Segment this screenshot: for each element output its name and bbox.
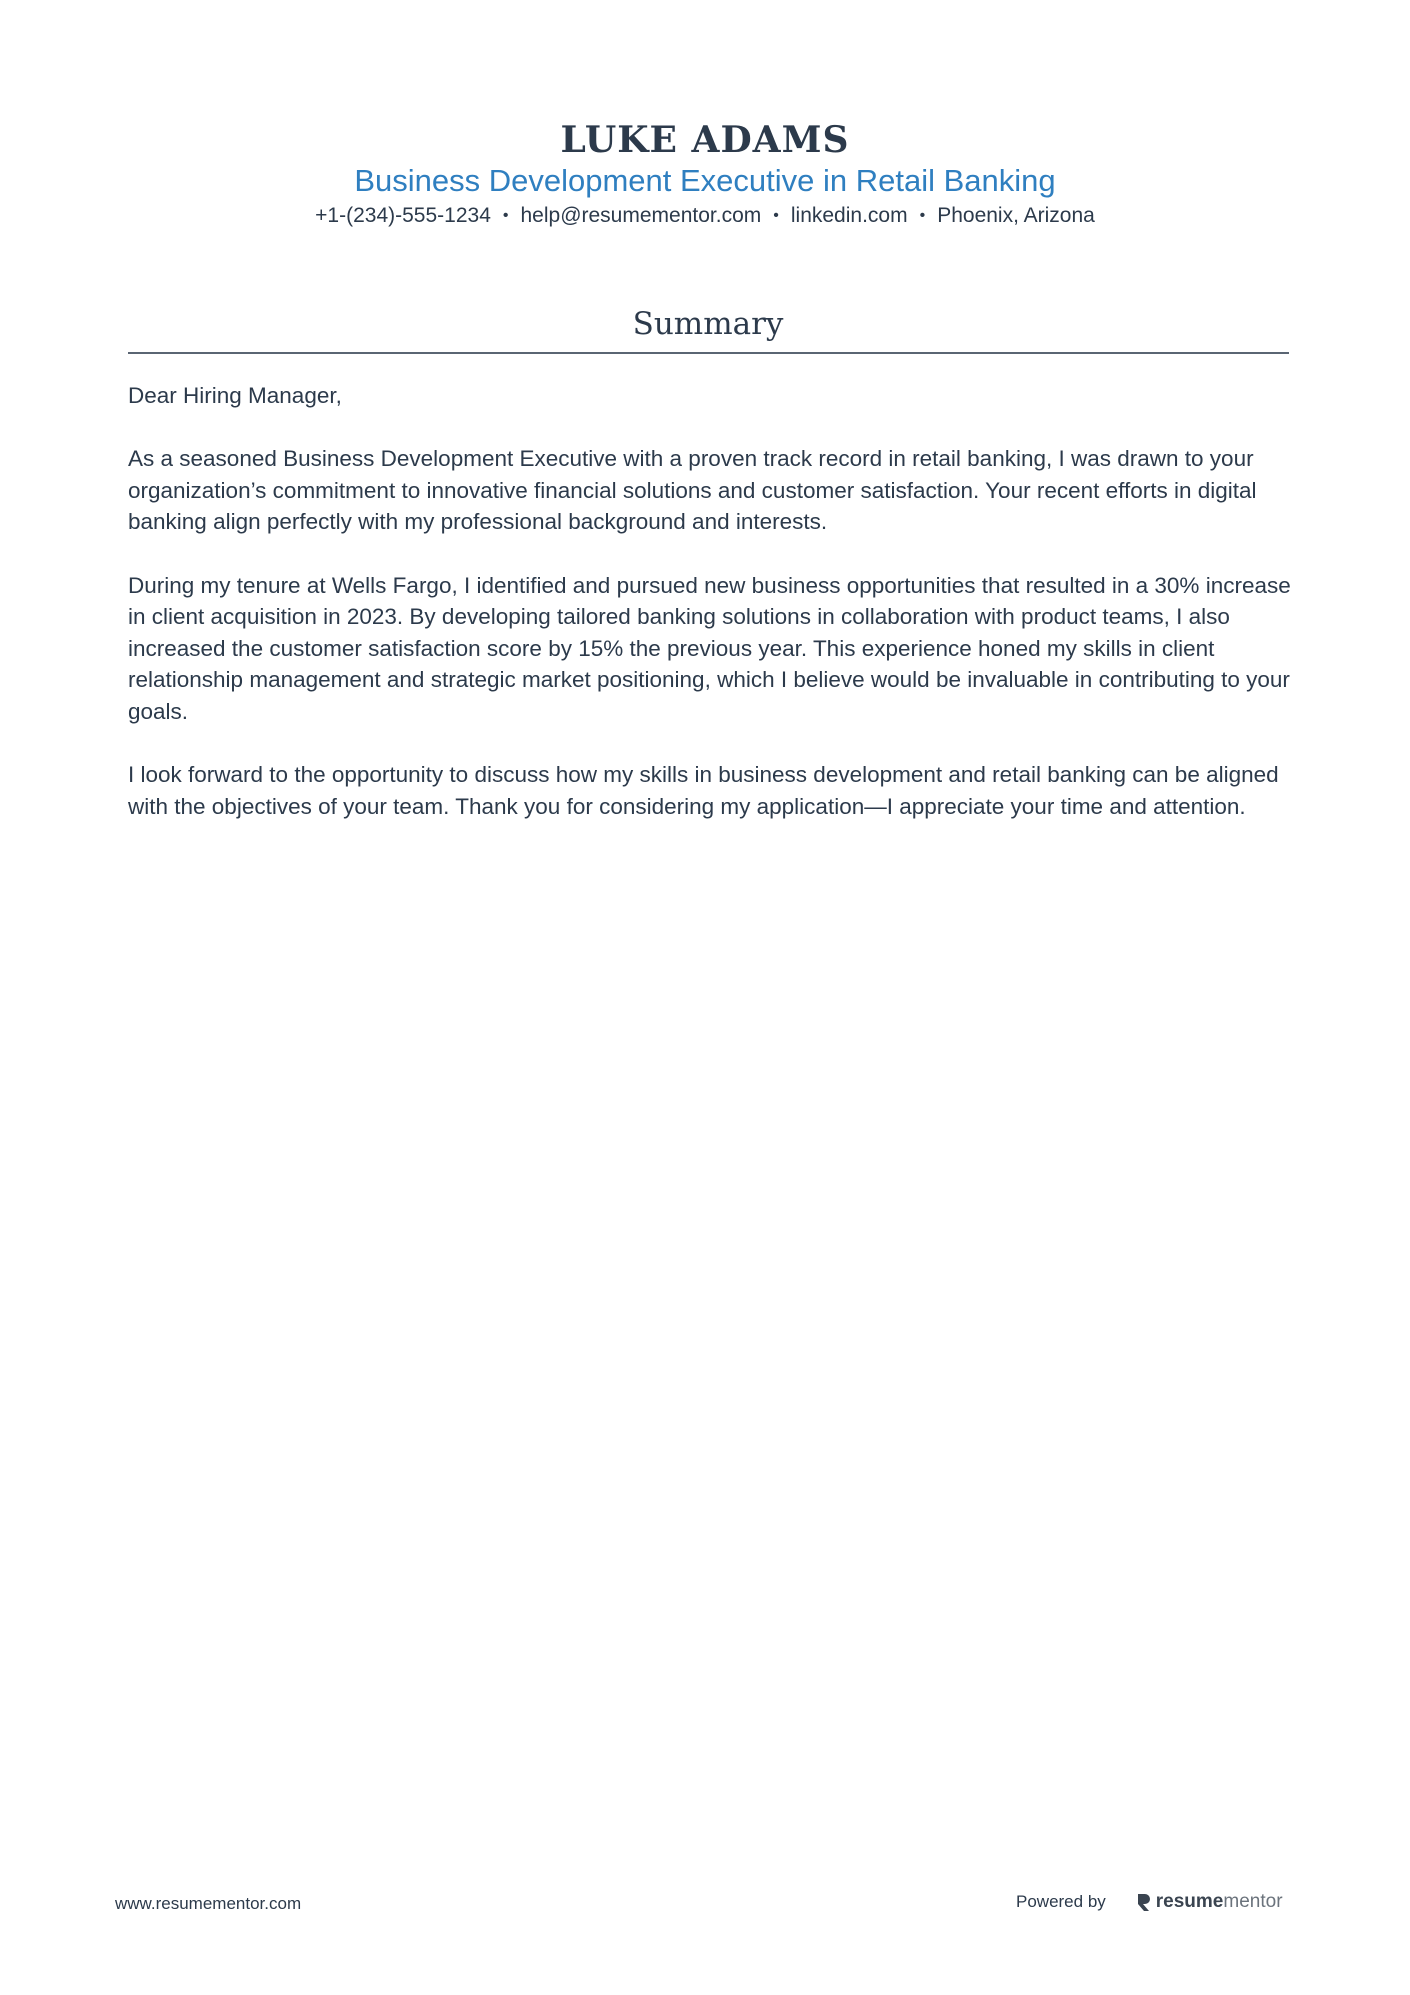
salutation: Dear Hiring Manager,	[128, 383, 342, 408]
footer-branding	[1016, 1889, 1283, 1915]
separator-dot: •	[502, 207, 509, 224]
brand-name[interactable]	[1156, 1891, 1283, 1913]
contact-line	[0, 202, 1410, 230]
resumementor-logo-icon	[1136, 1892, 1152, 1912]
contact-phone: +1-(234)-555-1234	[315, 204, 491, 227]
section-divider	[128, 352, 1289, 354]
contact-location: Phoenix, Arizona	[937, 204, 1095, 227]
paragraph-closing: I look forward to the opportunity to discuss how my skills in business development and retail banking can be aligned with the objectives of your team. Thank you for considering my application—I appreciate your time and attention.	[128, 762, 1279, 819]
brand-name-bold: resume	[1155, 1891, 1224, 1912]
section-title-summary: Summary	[632, 306, 784, 342]
powered-by-label: Powered by	[1016, 1892, 1106, 1911]
paragraph-intro: As a seasoned Business Development Executive with a proven track record in retail banking, I was drawn to your organization’s commitment to innovative financial solutions and customer satisfaction. Your recent efforts in digital banking align perfectly with my professional background and interests.	[128, 446, 1257, 535]
contact-linkedin[interactable]: linkedin.com	[790, 204, 908, 227]
separator-dot: •	[773, 207, 779, 224]
candidate-name: LUKE ADAMS	[560, 119, 850, 161]
job-title: Business Development Executive in Retail Banking	[354, 163, 1056, 198]
brand-name-light: mentor	[1223, 1891, 1283, 1912]
header	[0, 118, 1410, 230]
paragraph-experience: During my tenure at Wells Fargo, I identified and pursued new business opportunities that resulted in a 30% increase in client acquisition in 2023. By developing tailored banking solutions in collaboration with product teams, I also increased the customer satisfaction score by 15% the previous year. This experience honed my skills in client relationship management and strategic market positioning, which I believe would be invaluable in contributing to your goals.	[128, 572, 1291, 724]
separator-dot: •	[919, 207, 926, 224]
letter-body	[128, 380, 1298, 854]
contact-email[interactable]: help@resumementor.com	[520, 204, 762, 227]
footer-website[interactable]: www.resumementor.com	[115, 1894, 302, 1913]
